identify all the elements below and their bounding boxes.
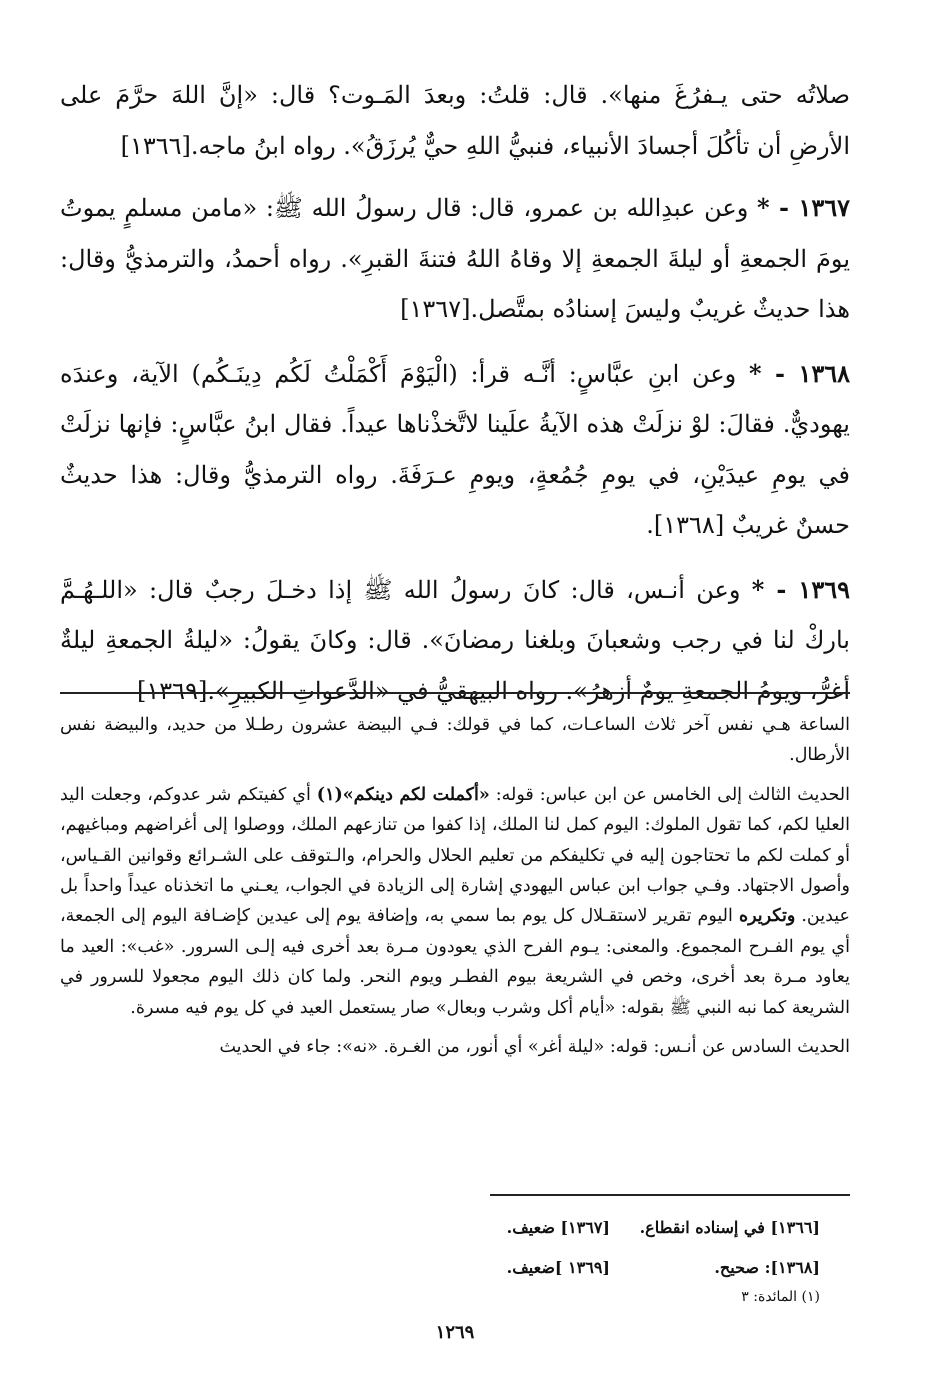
commentary <box>60 710 850 1071</box>
footnote-divider <box>490 1194 850 1196</box>
commentary-paragraph-3: الحديث السادس عن أنـس: قوله: «ليلة أغر» أي أنور، من الغـرة. «نه»: جاء في الحديث <box>219 1037 850 1058</box>
page-number: ١٢٦٩ <box>435 1322 475 1343</box>
footnote: (١) المائدة: ٣ <box>741 1289 820 1305</box>
commentary-paragraph-2 <box>60 780 850 1023</box>
commentary-paragraph-1: الساعة هـي نفس آخر ثلاث الساعـات، كما في قولك: فـي البيضة عشرون رطـلا من حديد، والبيضة نفس الأرطال. <box>60 715 850 766</box>
commentary-divider <box>60 692 850 694</box>
grading-row <box>420 1248 820 1288</box>
hadith-1369-text: وعن أنـس، قال: كانَ رسولُ الله ﷺ إذا دخـلَ رجبٌ قال: «اللـهُـمَّ باركْ لنا في رجب وشعبانَ وبلغنا رمضانَ». قال: وكانَ يقولُ: «ليلةُ الجمعةِ ليلةٌ أغرُّ، ويومُ الجمعةِ يومٌ أزهرُ». رواه البيهقيُّ في «الدَّعواتِ الكبيرِ».[١٣٦٩] <box>60 575 850 705</box>
grading-row <box>420 1208 820 1248</box>
hadith-1368-number: ١٣٦٨ - * <box>748 358 850 388</box>
hadith-1367 <box>60 183 850 335</box>
hadith-1366-tail: صلاتُه حتى يـفرُغَ منها». قال: قلتُ: وبعدَ المَـوت؟ قال: «إنَّ اللهَ حرَّمَ على الأرضِ أن تأكُلَ أجسادَ الأنبياء، فنبيُّ اللهِ حيٌّ يُرزَقُ». رواه ابنُ ماجه.[١٣٦٦] <box>60 81 850 160</box>
hadith-1368 <box>60 349 850 551</box>
grading-1368: [١٣٦٨]: صحيح. <box>714 1258 820 1277</box>
grading-1366: [١٣٦٦] في إسناده انقطاع. <box>639 1218 820 1237</box>
commentary-text: الحديث الثالث إلى الخامس عن ابن عباس: قوله: <box>489 784 850 805</box>
commentary-text: أي كفيتكم شر عدوكم، وجعلت اليد العليا لكم، كما تقول الملوك: اليوم كمل لنا الملك، إذا كفوا من تنازعهم الملك، ووصلوا إلى أغراضهم ومباغيهم، أو كملت لكم ما تحتاجون إليه في تكليفكم من تعليم الحلال والحرام، والـتوقف على الشـرائع وقوانين القـياس، وأصول الاجتهاد. وفـي جواب ابن عباس اليهودي إشارة إلى الزيادة في الجواب، يعـني ما اتخذناه عيداً واحداً بل عيدين. <box>60 784 850 927</box>
hadith-1369-number: ١٣٦٩ - * <box>751 574 850 604</box>
commentary-keyword: وتكريره <box>738 906 796 927</box>
commentary-quote: «أكملت لكم دينكم»(١) <box>316 784 490 805</box>
commentary-text: اليوم تقرير لاستقـلال كل يوم بما سمي به، وإضافة يوم إلى عيدين كإضـافة اليوم إلى الجمعة، أي يوم الفـرح المجموع. والمعنى: يـوم الفرح الذي يعودون مـرة بعد أخرى فيه إلـى السرور. «غب»: العيد ما يعاود مـرة بعد أخرى، وخص في الشريعة بيوم الفطـر ويوم النحر. ولما كان ذلك اليوم مجعولا للسرور في الشريعة كما نبه النبي ﷺ بقوله: «أيام أكل وشرب وبعال» صار يستعمل العيد في كل يوم فيه مسرة. <box>60 906 850 1018</box>
page <box>60 70 850 1351</box>
grading-1367: [١٣٦٧] ضعيف. <box>506 1218 610 1237</box>
hadith-1367-number: ١٣٦٧ - * <box>757 193 850 222</box>
grading-notes <box>420 1208 820 1288</box>
hadith-1368-text: وعن ابنِ عبَّاسٍ: أنَّـه قرأ: (الْيَوْمَ أَكْمَلْتُ لَكُم دِينَـكُم) الآية، وعندَه يهوديٌّ. فقالَ: لوْ نزلَتْ هذه الآيةُ علَينا لاتَّخذْناها عيداً. فقال ابنُ عبَّاسٍ: فإنها نزلَتْ في يومِ عيدَيْنِ، في يومِ جُمُعةٍ، ويومِ عـرَفَةَ. رواه الترمذيُّ وقال: هذا حديثٌ حسنٌ غريبٌ [١٣٦٨]. <box>60 359 850 539</box>
hadith-1367-text: وعن عبدِالله بن عمرو، قال: قال رسولُ الله ﷺ: «مامن مسلمٍ يموتُ يومَ الجمعةِ أو ليلةَ الجمعةِ إلا وقاهُ اللهُ فتنةَ القبرِ». رواه أحمدُ، والترمذيُّ وقال: هذا حديثٌ غريبٌ وليسَ إسنادُه بمتَّصل.[١٣٦٧] <box>60 194 850 323</box>
grading-1369: [١٣٦٩ ]ضعيف. <box>506 1258 610 1277</box>
hadith-text <box>60 70 850 716</box>
